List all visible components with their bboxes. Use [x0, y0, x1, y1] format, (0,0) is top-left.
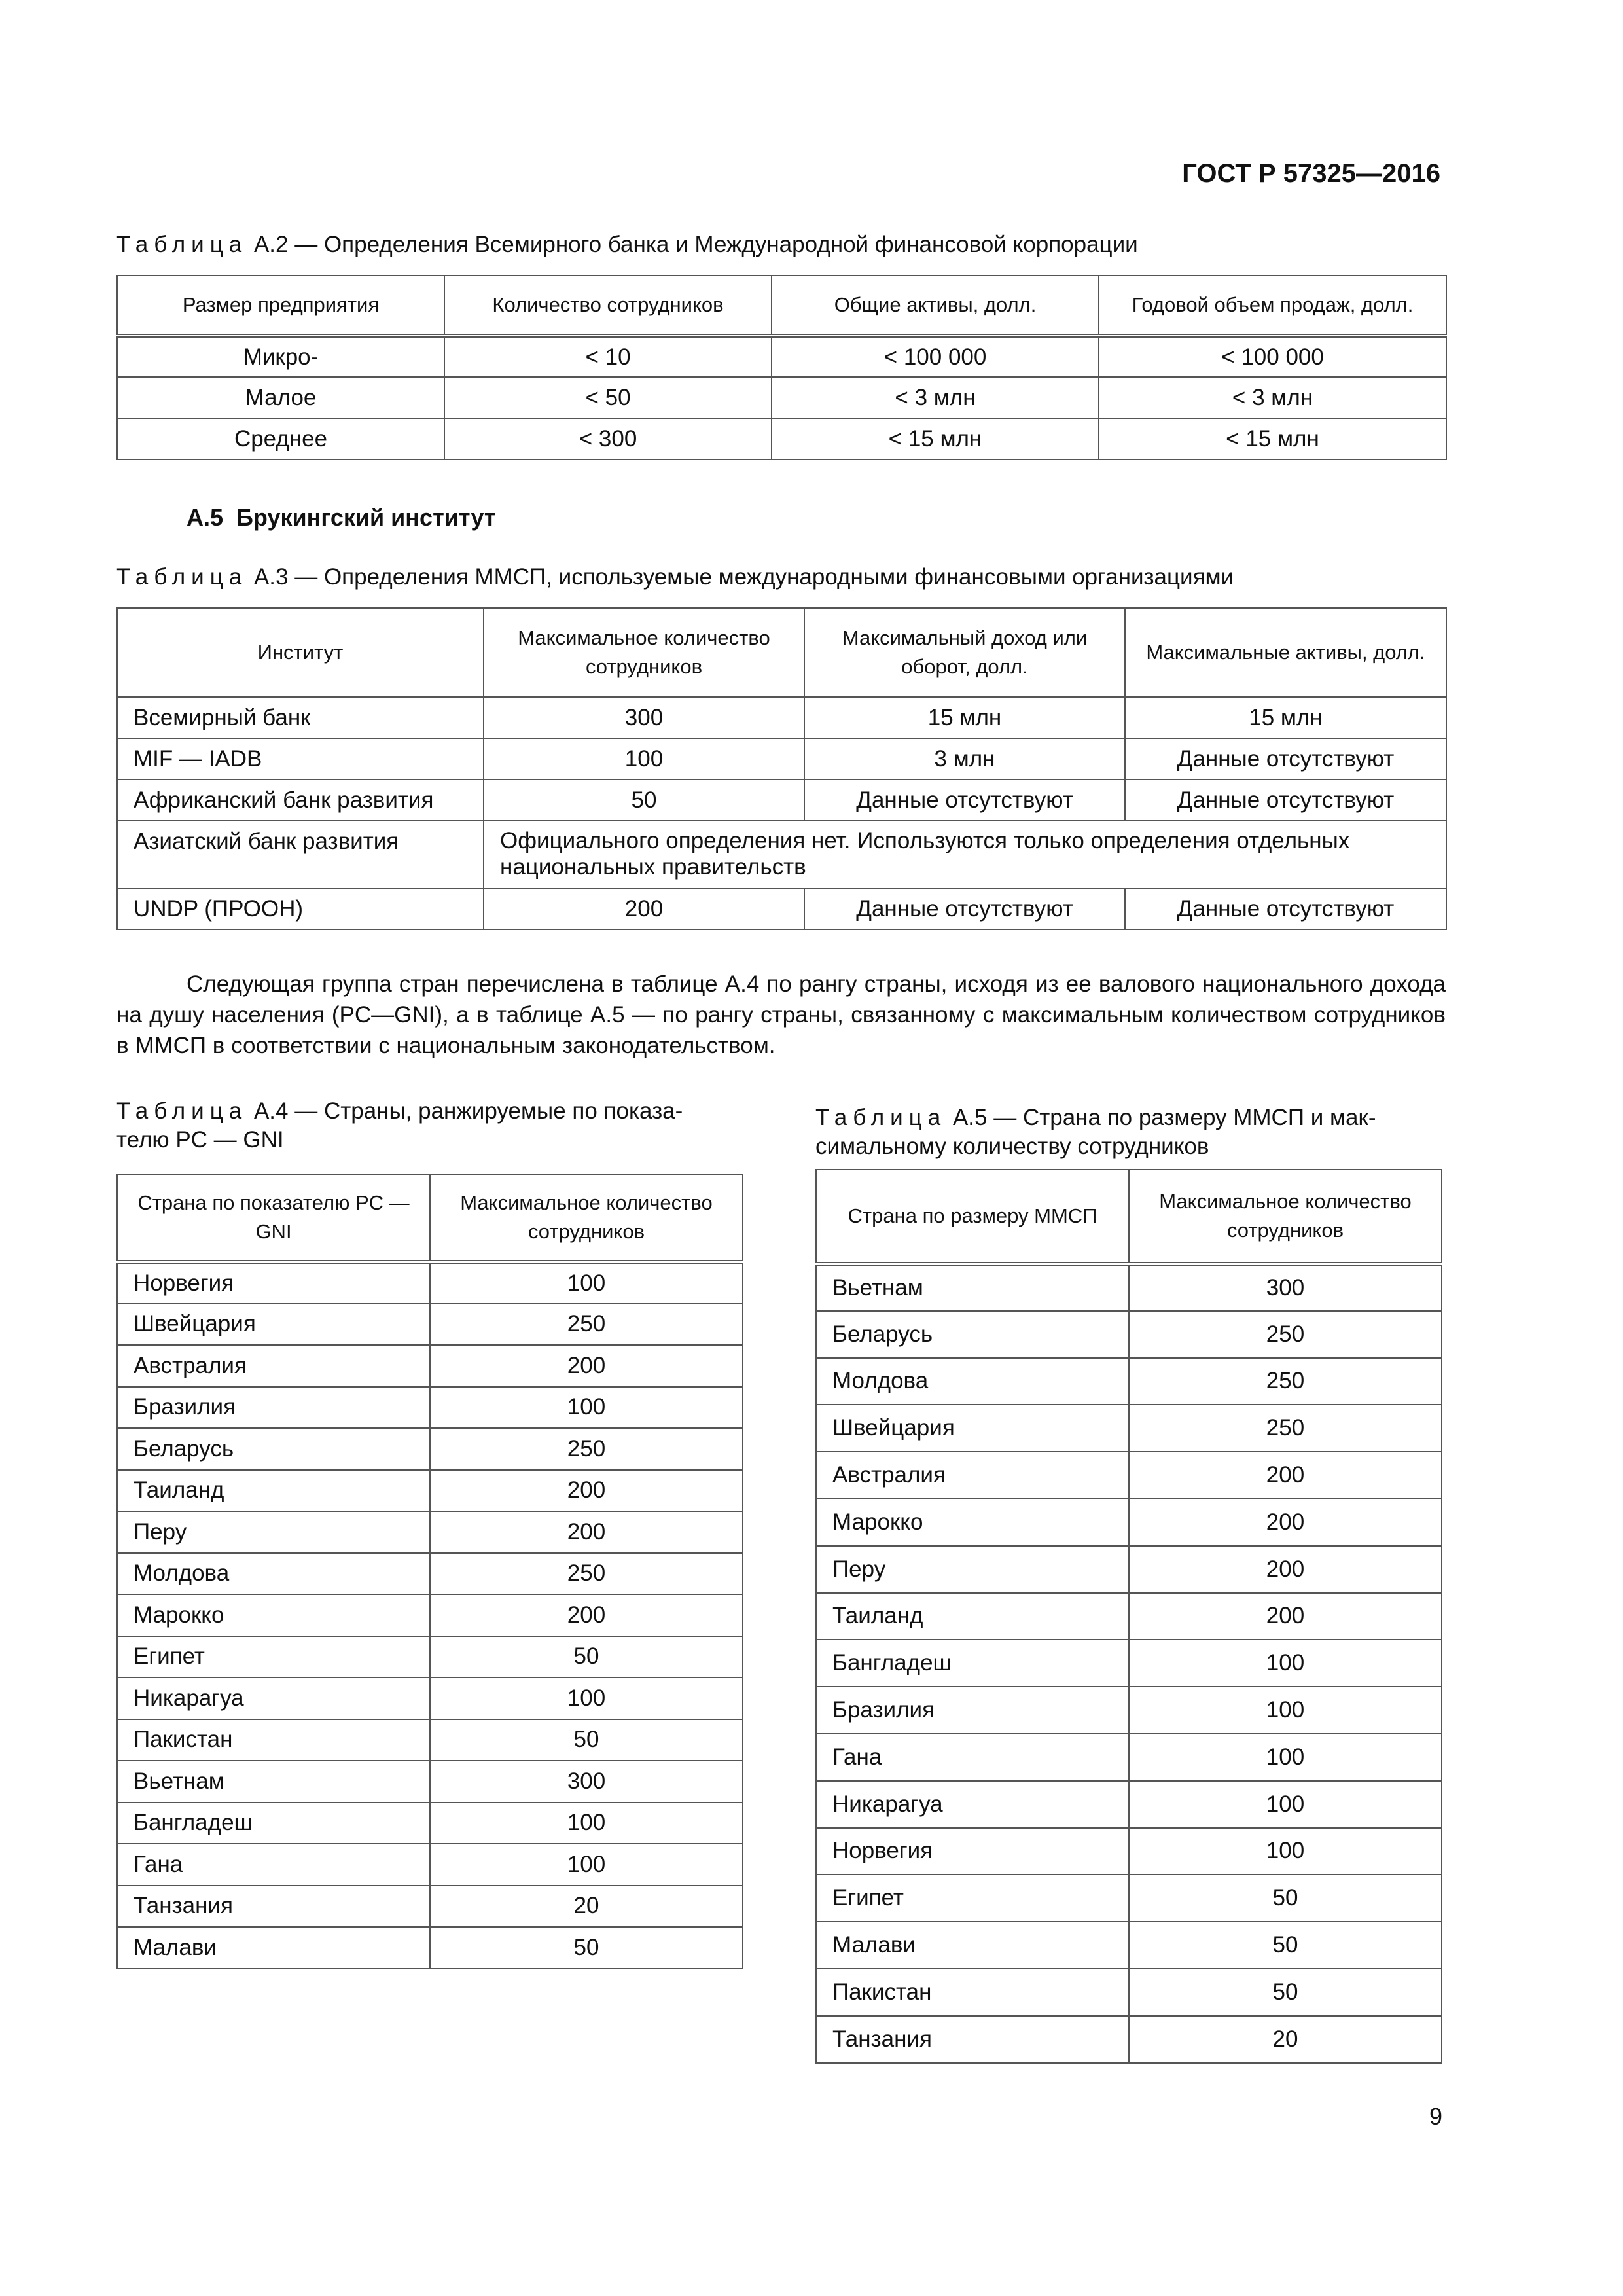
country-cell: Швейцария: [117, 1304, 430, 1346]
country-cell: Гана: [117, 1844, 430, 1886]
max-employees-cell: 250: [430, 1428, 743, 1470]
table-cell: Данные отсутствуют: [1125, 888, 1446, 929]
caption-text: А.5 — Страна по размеру ММСП и мак-: [946, 1105, 1376, 1130]
country-cell: Малави: [816, 1922, 1129, 1969]
max-employees-cell: 300: [1129, 1264, 1442, 1311]
country-cell: Бангладеш: [117, 1803, 430, 1844]
table-row: [117, 697, 1446, 738]
section-heading: [187, 504, 495, 531]
table-cell: < 100 000: [772, 336, 1099, 377]
country-cell: Норвегия: [816, 1828, 1129, 1875]
caption-prefix: Таблица: [116, 564, 248, 590]
caption-text-line2: симальному количеству сотрудников: [815, 1134, 1209, 1159]
max-employees-cell: 50: [430, 1636, 743, 1678]
table-cell: Среднее: [117, 418, 444, 459]
country-cell: Бразилия: [816, 1687, 1129, 1734]
max-employees-cell: 50: [1129, 1969, 1442, 2016]
table-row: [816, 1546, 1442, 1593]
table-cell: Африканский банк развития: [117, 780, 484, 821]
max-employees-cell: 50: [430, 1927, 743, 1969]
table-cell: Данные отсутствуют: [1125, 780, 1446, 821]
table-cell: MIF — IADB: [117, 738, 484, 780]
table-cell: 15 млн: [804, 697, 1125, 738]
max-employees-cell: 50: [1129, 1922, 1442, 1969]
table-row: [117, 888, 1446, 929]
caption-text: А.3 — Определения ММСП, используемые международными финансовыми организациями: [247, 564, 1234, 590]
table-row: [117, 1927, 743, 1969]
table-a5: [815, 1169, 1442, 2064]
table-cell: UNDP (ПРООН): [117, 888, 484, 929]
max-employees-cell: 20: [1129, 2016, 1442, 2063]
table-row: [117, 1304, 743, 1346]
header-cell: Максимальное количество сотрудников: [484, 608, 804, 697]
max-employees-cell: 100: [1129, 1781, 1442, 1828]
body-paragraph: Следующая группа стран перечислена в таблице А.4 по рангу страны, исходя из ее валового национального дохода на душу населения (PC—GNI), а в таблице А.5 — по рангу страны, связанному с максимальным количеством сотрудников в ММСП в соответствии с национальным законодательством.: [116, 971, 1446, 1058]
country-cell: Бразилия: [117, 1387, 430, 1429]
table-cell: < 15 млн: [772, 418, 1099, 459]
max-employees-cell: 100: [430, 1677, 743, 1719]
table-cell: Данные отсутствуют: [1125, 738, 1446, 780]
max-employees-cell: 200: [1129, 1546, 1442, 1593]
table-row: [816, 1922, 1442, 1969]
document-code: ГОСТ Р 57325—2016: [1182, 159, 1440, 188]
table-row: [117, 1511, 743, 1553]
table-cell: Всемирный банк: [117, 697, 484, 738]
max-employees-cell: 20: [430, 1886, 743, 1928]
table-cell: Данные отсутствуют: [804, 888, 1125, 929]
country-cell: Таиланд: [816, 1593, 1129, 1640]
country-cell: Бангладеш: [816, 1640, 1129, 1687]
table-row: [117, 1636, 743, 1678]
header-cell: Количество сотрудников: [444, 276, 772, 336]
max-employees-cell: 100: [430, 1803, 743, 1844]
max-employees-cell: 100: [430, 1844, 743, 1886]
header-cell: Страна по размеру ММСП: [816, 1170, 1129, 1264]
table-row: [816, 2016, 1442, 2063]
country-cell: Беларусь: [816, 1311, 1129, 1358]
table-row: [117, 738, 1446, 780]
table-header-row: [117, 608, 1446, 697]
table-row: [816, 1828, 1442, 1875]
table-header-row: [816, 1170, 1442, 1264]
table-a2: [116, 275, 1447, 460]
section-title: Брукингский институт: [236, 504, 496, 531]
table-cell: < 3 млн: [772, 377, 1099, 418]
table-cell: 200: [484, 888, 804, 929]
max-employees-cell: 100: [430, 1387, 743, 1429]
country-cell: Швейцария: [816, 1405, 1129, 1452]
max-employees-cell: 250: [1129, 1405, 1442, 1452]
max-employees-cell: 200: [430, 1345, 743, 1387]
country-cell: Таиланд: [117, 1470, 430, 1512]
max-employees-cell: 200: [430, 1470, 743, 1512]
country-cell: Перу: [117, 1511, 430, 1553]
country-cell: Гана: [816, 1734, 1129, 1781]
section-number: А.5: [187, 504, 224, 531]
country-cell: Египет: [816, 1874, 1129, 1922]
table-a2-caption: [116, 230, 1138, 259]
table-row: [117, 780, 1446, 821]
caption-prefix: Таблица: [815, 1105, 947, 1130]
header-cell: Институт: [117, 608, 484, 697]
max-employees-cell: 300: [430, 1761, 743, 1803]
table-row: [816, 1499, 1442, 1546]
table-row: [117, 1387, 743, 1429]
table-row: [117, 1428, 743, 1470]
table-cell: 300: [484, 697, 804, 738]
max-employees-cell: 200: [430, 1511, 743, 1553]
max-employees-cell: 200: [1129, 1593, 1442, 1640]
country-cell: Марокко: [816, 1499, 1129, 1546]
table-cell: < 300: [444, 418, 772, 459]
table-row: [816, 1781, 1442, 1828]
country-cell: Никарагуа: [117, 1677, 430, 1719]
table-cell: 3 млн: [804, 738, 1125, 780]
table-a3-caption: [116, 563, 1234, 592]
header-cell: Общие активы, долл.: [772, 276, 1099, 336]
table-note-cell: Официального определения нет. Используются только определения отдельных национальных правительств: [484, 821, 1446, 888]
country-cell: Беларусь: [117, 1428, 430, 1470]
table-a5-caption: [815, 1103, 1376, 1161]
table-row: [117, 1470, 743, 1512]
max-employees-cell: 200: [1129, 1452, 1442, 1499]
table-row: [816, 1405, 1442, 1452]
country-cell: Молдова: [816, 1358, 1129, 1405]
table-cell: Данные отсутствуют: [804, 780, 1125, 821]
country-cell: Вьетнам: [117, 1761, 430, 1803]
table-row: [117, 1677, 743, 1719]
table-cell: 100: [484, 738, 804, 780]
table-row: [117, 418, 1446, 459]
table-a4-caption: [116, 1097, 683, 1155]
country-cell: Танзания: [816, 2016, 1129, 2063]
max-employees-cell: 50: [430, 1719, 743, 1761]
table-row: [816, 1311, 1442, 1358]
page-number: 9: [1429, 2103, 1442, 2130]
table-row: [117, 1719, 743, 1761]
max-employees-cell: 100: [430, 1262, 743, 1304]
table-row: [816, 1687, 1442, 1734]
table-cell: Азиатский банк развития: [117, 821, 484, 888]
table-row: [117, 1844, 743, 1886]
table-row: [117, 377, 1446, 418]
caption-prefix: Таблица: [116, 232, 248, 257]
table-cell: < 10: [444, 336, 772, 377]
header-cell: Годовой объем продаж, долл.: [1099, 276, 1446, 336]
country-cell: Египет: [117, 1636, 430, 1678]
table-row: [816, 1593, 1442, 1640]
table-a4: [116, 1174, 743, 1969]
header-cell: Страна по показателю PC — GNI: [117, 1174, 430, 1262]
table-row: [117, 1262, 743, 1304]
header-cell: Размер предприятия: [117, 276, 444, 336]
country-cell: Австралия: [816, 1452, 1129, 1499]
table-row: [117, 1886, 743, 1928]
country-cell: Перу: [816, 1546, 1129, 1593]
table-row: [816, 1452, 1442, 1499]
table-row: [117, 1594, 743, 1636]
caption-text: А.4 — Страны, ранжируемые по показа-: [247, 1098, 683, 1124]
max-employees-cell: 100: [1129, 1687, 1442, 1734]
caption-prefix: Таблица: [116, 1098, 248, 1124]
max-employees-cell: 200: [430, 1594, 743, 1636]
country-cell: Танзания: [117, 1886, 430, 1928]
header-cell: Максимальное количество сотрудников: [430, 1174, 743, 1262]
max-employees-cell: 250: [430, 1553, 743, 1595]
max-employees-cell: 50: [1129, 1874, 1442, 1922]
country-cell: Вьетнам: [816, 1264, 1129, 1311]
country-cell: Малави: [117, 1927, 430, 1969]
caption-text: А.2 — Определения Всемирного банка и Международной финансовой корпорации: [247, 232, 1138, 257]
country-cell: Пакистан: [816, 1969, 1129, 2016]
table-row: [816, 1264, 1442, 1311]
max-employees-cell: 100: [1129, 1640, 1442, 1687]
table-row: [117, 821, 1446, 888]
table-a3: [116, 607, 1447, 930]
country-cell: Никарагуа: [816, 1781, 1129, 1828]
table-row: [816, 1734, 1442, 1781]
max-employees-cell: 250: [1129, 1358, 1442, 1405]
header-cell: Максимальные активы, долл.: [1125, 608, 1446, 697]
table-row: [816, 1874, 1442, 1922]
table-row: [117, 1761, 743, 1803]
country-cell: Австралия: [117, 1345, 430, 1387]
table-cell: 50: [484, 780, 804, 821]
table-header-row: [117, 1174, 743, 1262]
country-cell: Пакистан: [117, 1719, 430, 1761]
table-cell: Микро-: [117, 336, 444, 377]
table-row: [117, 1553, 743, 1595]
table-cell: 15 млн: [1125, 697, 1446, 738]
table-cell: < 50: [444, 377, 772, 418]
table-row: [117, 1803, 743, 1844]
country-cell: Норвегия: [117, 1262, 430, 1304]
country-cell: Молдова: [117, 1553, 430, 1595]
table-row: [117, 336, 1446, 377]
country-cell: Марокко: [117, 1594, 430, 1636]
max-employees-cell: 250: [430, 1304, 743, 1346]
table-cell: < 100 000: [1099, 336, 1446, 377]
table-row: [816, 1969, 1442, 2016]
header-cell: Максимальное количество сотрудников: [1129, 1170, 1442, 1264]
table-row: [816, 1640, 1442, 1687]
table-row: [117, 1345, 743, 1387]
max-employees-cell: 100: [1129, 1828, 1442, 1875]
header-cell: Максимальный доход или оборот, долл.: [804, 608, 1125, 697]
caption-text-line2: телю PC — GNI: [116, 1127, 284, 1153]
max-employees-cell: 200: [1129, 1499, 1442, 1546]
table-cell: < 15 млн: [1099, 418, 1446, 459]
table-cell: Малое: [117, 377, 444, 418]
table-cell: < 3 млн: [1099, 377, 1446, 418]
max-employees-cell: 100: [1129, 1734, 1442, 1781]
max-employees-cell: 250: [1129, 1311, 1442, 1358]
table-header-row: [117, 276, 1446, 336]
table-row: [816, 1358, 1442, 1405]
